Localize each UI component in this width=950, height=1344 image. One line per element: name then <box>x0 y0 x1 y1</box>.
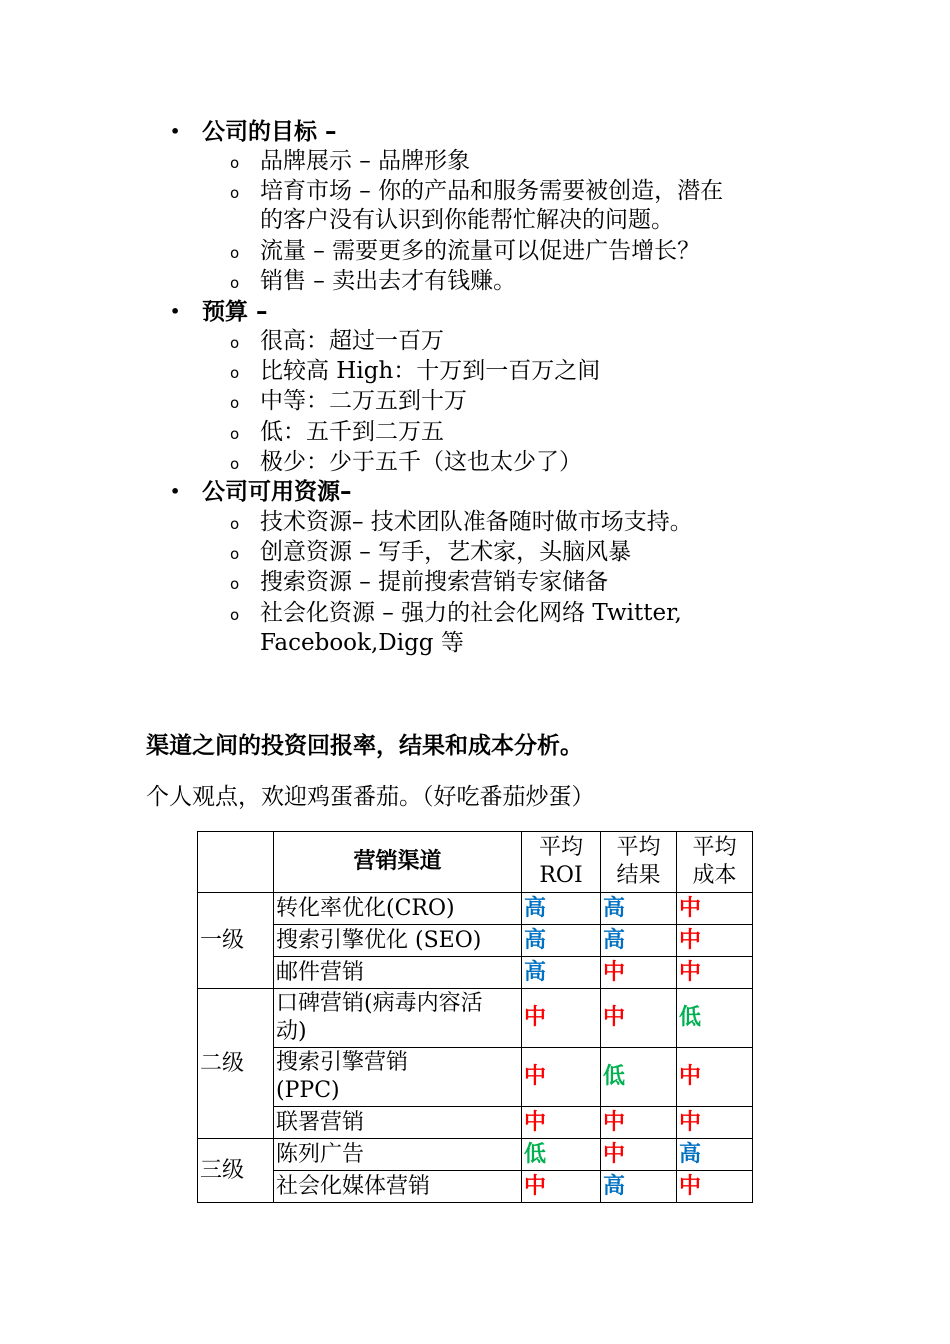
result-rating: 高 <box>601 893 677 925</box>
resource-item-continuation: Facebook,Digg 等 <box>260 630 464 656</box>
goal-item-continuation: 的客户没有认识到你能帮忙解决的问题。 <box>260 207 674 233</box>
cost-header: 平均 成本 <box>677 832 753 893</box>
roi-rating: 高 <box>522 957 601 989</box>
roi-rating: 中 <box>522 1171 601 1203</box>
budget-item: o 很高：超过一百万 <box>260 326 444 356</box>
roi-rating: 中 <box>522 1107 601 1139</box>
channel-name: 陈列广告 <box>274 1139 522 1171</box>
goal-item: o 流量 – 需要更多的流量可以促进广告增长？ <box>260 236 700 266</box>
bullet-budget: • 预算 – <box>202 297 268 327</box>
table-row <box>198 989 753 1048</box>
budget-item: o 中等：二万五到十万 <box>260 386 467 416</box>
header-row <box>198 832 753 893</box>
cost-rating: 中 <box>677 1107 753 1139</box>
cost-rating: 中 <box>677 893 753 925</box>
table-row <box>198 957 753 989</box>
cost-rating: 低 <box>677 989 753 1048</box>
table-row <box>198 1139 753 1171</box>
channel-name: 社会化媒体营销 <box>274 1171 522 1203</box>
table-row <box>198 1048 753 1107</box>
goal-item: o 销售 – 卖出去才有钱赚。 <box>260 266 516 296</box>
roi-rating: 高 <box>522 893 601 925</box>
channel-name: 联署营销 <box>274 1107 522 1139</box>
channel-name: 转化率优化(CRO) <box>274 893 522 925</box>
roi-rating: 中 <box>522 989 601 1048</box>
goal-item: o 培育市场 – 你的产品和服务需要被创造，潜在 <box>260 176 723 206</box>
cost-rating: 中 <box>677 1048 753 1107</box>
cost-rating: 中 <box>677 1171 753 1203</box>
channel-name: 搜索引擎营销 (PPC) <box>274 1048 522 1107</box>
table-row <box>198 1171 753 1203</box>
table-row <box>198 1107 753 1139</box>
channel-analysis-table <box>197 831 753 1203</box>
tier-label: 一级 <box>198 893 274 989</box>
cost-rating: 中 <box>677 957 753 989</box>
channel-name: 邮件营销 <box>274 957 522 989</box>
budget-item: o 比较高 High：十万到一百万之间 <box>260 356 600 386</box>
table-row <box>198 925 753 957</box>
cost-rating: 中 <box>677 925 753 957</box>
result-rating: 中 <box>601 1107 677 1139</box>
budget-item: o 极少：少于五千（这也太少了） <box>260 447 582 477</box>
resource-item: o 技术资源– 技术团队准备随时做市场支持。 <box>260 507 693 537</box>
budget-item: o 低：五千到二万五 <box>260 417 444 447</box>
bullet-resources: • 公司可用资源– <box>202 477 352 507</box>
roi-rating: 低 <box>522 1139 601 1171</box>
roi-header: 平均 ROI <box>522 832 601 893</box>
channel-name: 口碑营销(病毒内容活 动) <box>274 989 522 1048</box>
resource-item: o 创意资源 – 写手，艺术家，头脑风暴 <box>260 537 631 567</box>
goal-item: o 品牌展示 – 品牌形象 <box>260 146 470 176</box>
section-heading: 渠道之间的投资回报率，结果和成本分析。 <box>146 733 583 759</box>
resource-item: o 搜索资源 – 提前搜索营销专家储备 <box>260 567 608 597</box>
opinion-text: 个人观点，欢迎鸡蛋番茄。（好吃番茄炒蛋） <box>146 784 595 810</box>
channel-header: 营销渠道 <box>274 832 522 893</box>
result-rating: 中 <box>601 957 677 989</box>
roi-rating: 高 <box>522 925 601 957</box>
bullet-goals: • 公司的目标 – <box>202 117 337 147</box>
resource-item: o 社会化资源 – 强力的社会化网络 Twitter, <box>260 598 682 628</box>
empty-header-cell <box>198 832 274 893</box>
result-rating: 高 <box>601 925 677 957</box>
tier-label: 二级 <box>198 989 274 1139</box>
channel-name: 搜索引擎优化 (SEO) <box>274 925 522 957</box>
result-header: 平均 结果 <box>601 832 677 893</box>
tier-label: 三级 <box>198 1139 274 1203</box>
result-rating: 低 <box>601 1048 677 1107</box>
roi-rating: 中 <box>522 1048 601 1107</box>
result-rating: 中 <box>601 1139 677 1171</box>
result-rating: 高 <box>601 1171 677 1203</box>
table-row <box>198 893 753 925</box>
cost-rating: 高 <box>677 1139 753 1171</box>
result-rating: 中 <box>601 989 677 1048</box>
